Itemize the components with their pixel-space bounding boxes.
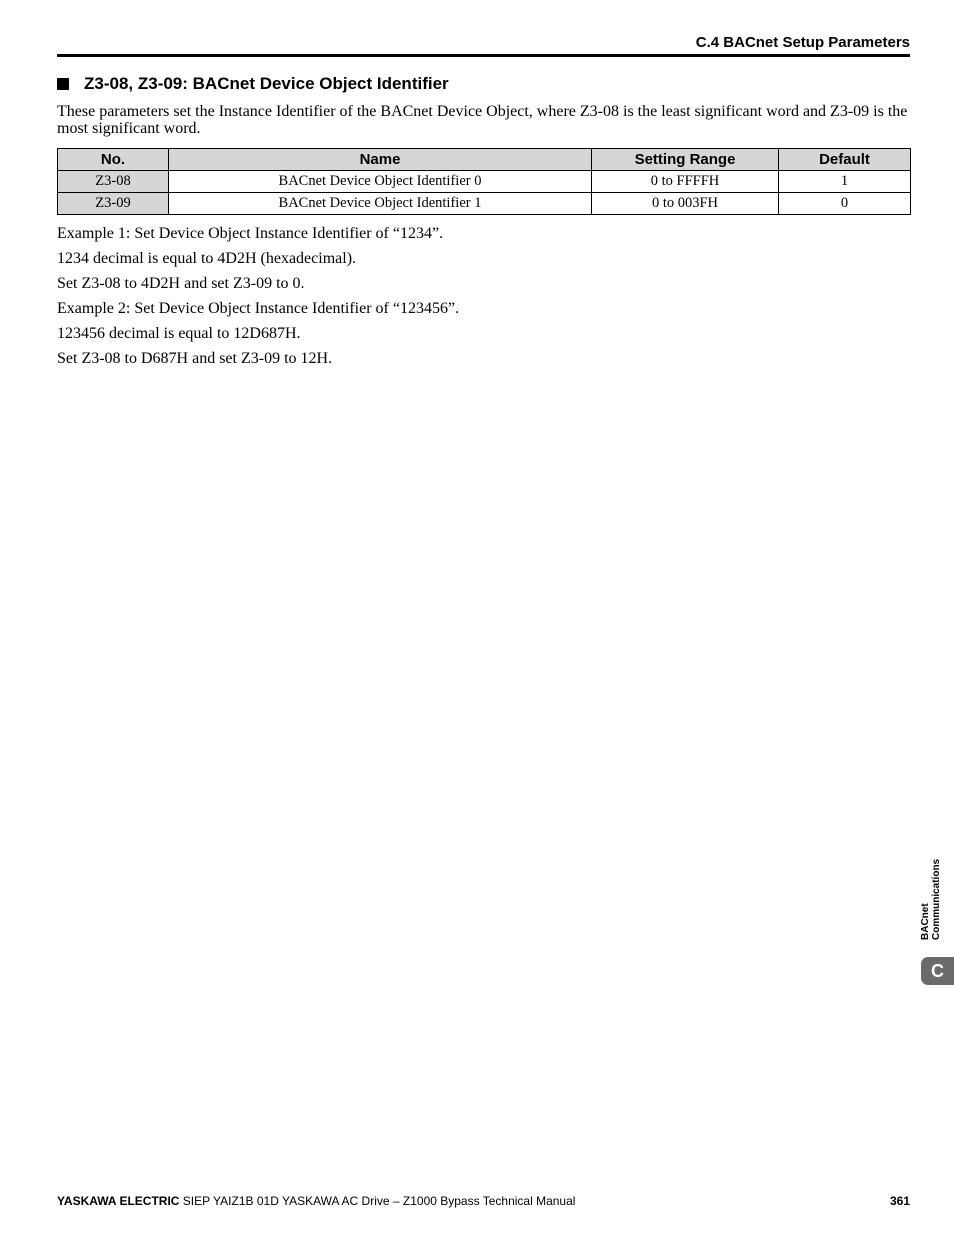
parameter-name-cell: BACnet Device Object Identifier 0 — [169, 171, 592, 193]
table-row — [58, 171, 911, 193]
footer-brand: YASKAWA ELECTRIC — [57, 1194, 180, 1208]
footer-doc-info — [57, 1194, 575, 1208]
example-line: Set Z3-08 to D687H and set Z3-09 to 12H. — [57, 350, 333, 367]
parameter-no-cell: Z3-08 — [58, 171, 169, 193]
chapter-tab: C — [921, 957, 954, 985]
parameter-no-cell: Z3-09 — [58, 193, 169, 215]
side-label-line1: BACnet — [920, 903, 931, 940]
page-number: 361 — [889, 1194, 910, 1208]
parameter-default-cell: 0 — [779, 193, 911, 215]
parameter-range-cell: 0 to FFFFH — [592, 171, 779, 193]
parameter-default-cell: 1 — [779, 171, 911, 193]
side-label-line2: Communications — [931, 858, 942, 940]
table-header-row — [58, 149, 911, 171]
chapter-side-label — [920, 820, 950, 940]
parameter-table — [57, 148, 911, 215]
footer-doc-title: SIEP YAIZ1B 01D YASKAWA AC Drive – Z1000 Bypass Technical Manual — [179, 1194, 576, 1208]
intro-paragraph: These parameters set the Instance Identifier of the BACnet Device Object, where Z3-08 is the least significant word and Z3-09 is the most significant word. — [57, 103, 908, 137]
header-rule — [57, 54, 910, 57]
section-heading-text: Z3-08, Z3-09: BACnet Device Object Identifier — [84, 74, 449, 93]
example-line: Set Z3-08 to 4D2H and set Z3-09 to 0. — [57, 275, 305, 292]
column-header-default: Default — [779, 149, 911, 171]
examples-block — [57, 224, 459, 374]
column-header-name: Name — [169, 149, 592, 171]
column-header-setting-range: Setting Range — [592, 149, 779, 171]
example-line: Example 1: Set Device Object Instance Identifier of “1234”. — [57, 225, 444, 242]
example-line: Example 2: Set Device Object Instance Identifier of “123456”. — [57, 300, 460, 317]
section-heading — [57, 74, 449, 94]
parameter-range-cell: 0 to 003FH — [592, 193, 779, 215]
example-line: 1234 decimal is equal to 4D2H (hexadecimal). — [57, 250, 357, 267]
running-header-title: C.4 BACnet Setup Parameters — [695, 34, 910, 51]
example-line: 123456 decimal is equal to 12D687H. — [57, 325, 301, 342]
parameter-name-cell: BACnet Device Object Identifier 1 — [169, 193, 592, 215]
table-row — [58, 193, 911, 215]
column-header-no: No. — [58, 149, 169, 171]
square-bullet-icon — [57, 78, 69, 90]
